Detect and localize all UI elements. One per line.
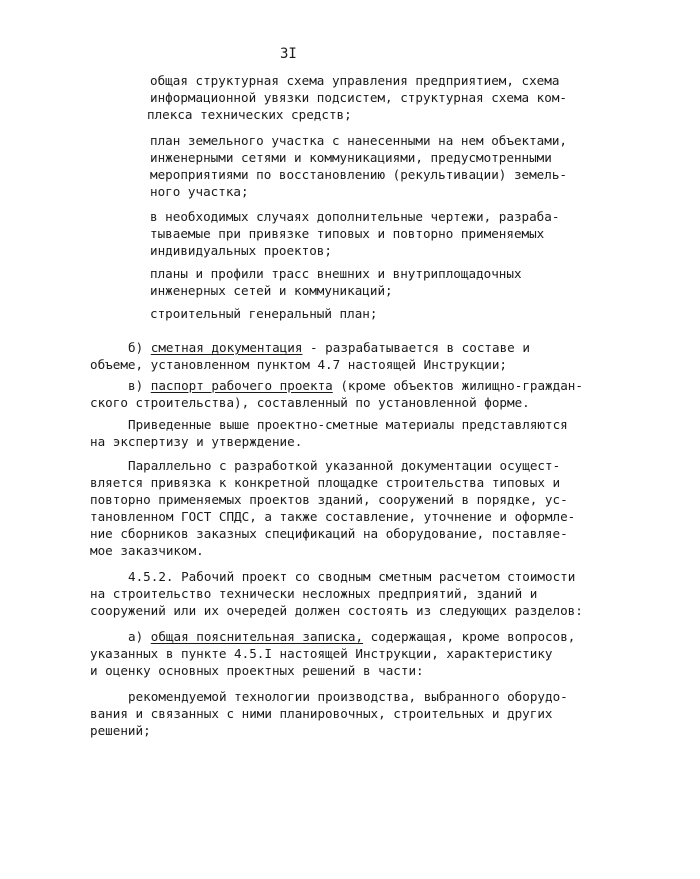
paragraph-recommended-technology	[90, 688, 568, 739]
item-term: паспорт рабочего проекта	[150, 378, 333, 393]
text-line: мероприятиями по восстановлению (рекультивации) земель-	[150, 167, 568, 182]
paragraph-additional-drawings	[150, 208, 559, 259]
text-line: строительный генеральный план;	[150, 306, 378, 321]
text-line: и оценку основных проектных решений в части:	[90, 663, 424, 678]
text-line: указанных в пункте 4.5.I настоящей Инструкции, характеристику	[90, 646, 553, 661]
paragraph-parallel-binding	[90, 457, 576, 559]
item-term: общая пояснительная записка,	[150, 629, 364, 644]
text-line: ние сборников заказных спецификаций на оборудование, поставляе-	[90, 526, 568, 541]
text-line: индивидуальных проектов;	[150, 243, 332, 258]
text-line: решений;	[90, 723, 151, 738]
text-line: инженерными сетями и коммуникациями, предусмотренными	[150, 150, 552, 165]
paragraph-structural-schemes	[147, 72, 568, 123]
text-line: вляется привязка к конкретной площадке строительства типовых и	[90, 475, 561, 490]
text-fragment: содержащая, кроме вопросов,	[370, 629, 576, 644]
text-line: Параллельно с разработкой указанной документации осущест-	[128, 458, 561, 473]
list-item-project-passport	[90, 377, 583, 411]
page-number: 3I	[280, 46, 297, 62]
text-line: информационной увязки подсистем, структурная схема ком-	[150, 90, 568, 105]
text-line: рекомендуемой технологии производства, выбранного оборудо-	[128, 689, 568, 704]
text-line: тываемые при привязке типовых и повторно применяемых	[150, 226, 545, 241]
list-marker: в)	[128, 378, 144, 393]
list-item-estimate-documentation	[90, 339, 530, 373]
list-item-explanatory-note	[90, 628, 576, 679]
text-line: Приведенные выше проектно-сметные материалы представляются	[128, 417, 568, 432]
text-line: на экспертизу и утверждение.	[90, 434, 303, 449]
text-line: вания и связанных с ними планировочных, строительных и других	[90, 706, 553, 721]
paragraph-route-plans	[150, 265, 522, 299]
text-fragment: - разрабатывается в составе и	[310, 340, 530, 355]
text-line: ского строительства), составленный по установленной форме.	[90, 395, 530, 410]
paragraph-land-plot-plan	[150, 132, 567, 200]
text-line: плекса технических средств;	[147, 107, 352, 122]
text-line: ного участка;	[150, 184, 249, 199]
text-line: повторно применяемых проектов зданий, сооружений в порядке, ус-	[90, 492, 568, 507]
text-line: 4.5.2. Рабочий проект со сводным сметным расчетом стоимости	[128, 569, 576, 584]
list-marker: а)	[128, 629, 144, 644]
text-fragment: (кроме объектов жилищно-граждан-	[340, 378, 583, 393]
text-line: мое заказчиком.	[90, 543, 204, 558]
text-line: план земельного участка с нанесенными на нем объектами,	[150, 133, 568, 148]
text-line: планы и профили трасс внешних и внутриплощадочных	[150, 266, 522, 281]
paragraph-submission-for-review	[90, 416, 568, 450]
text-line: в необходимых случаях дополнительные чертежи, разраба-	[150, 209, 560, 224]
text-line: на строительство технически несложных предприятий, зданий и	[90, 586, 538, 601]
paragraph-master-plan	[150, 305, 377, 322]
text-line: сооружений или их очередей должен состоять из следующих разделов:	[90, 603, 583, 618]
item-term: сметная документация	[150, 340, 303, 355]
text-line: общая структурная схема управления предприятием, схема	[150, 73, 560, 88]
paragraph-section-4-5-2	[90, 568, 583, 619]
text-line: тановленном ГОСТ СПДС, а также составление, уточнение и оформле-	[90, 509, 576, 524]
text-line: объеме, установленном пунктом 4.7 настоящей Инструкции;	[90, 357, 508, 372]
text-line: инженерных сетей и коммуникаций;	[150, 283, 393, 298]
list-marker: б)	[128, 340, 144, 355]
